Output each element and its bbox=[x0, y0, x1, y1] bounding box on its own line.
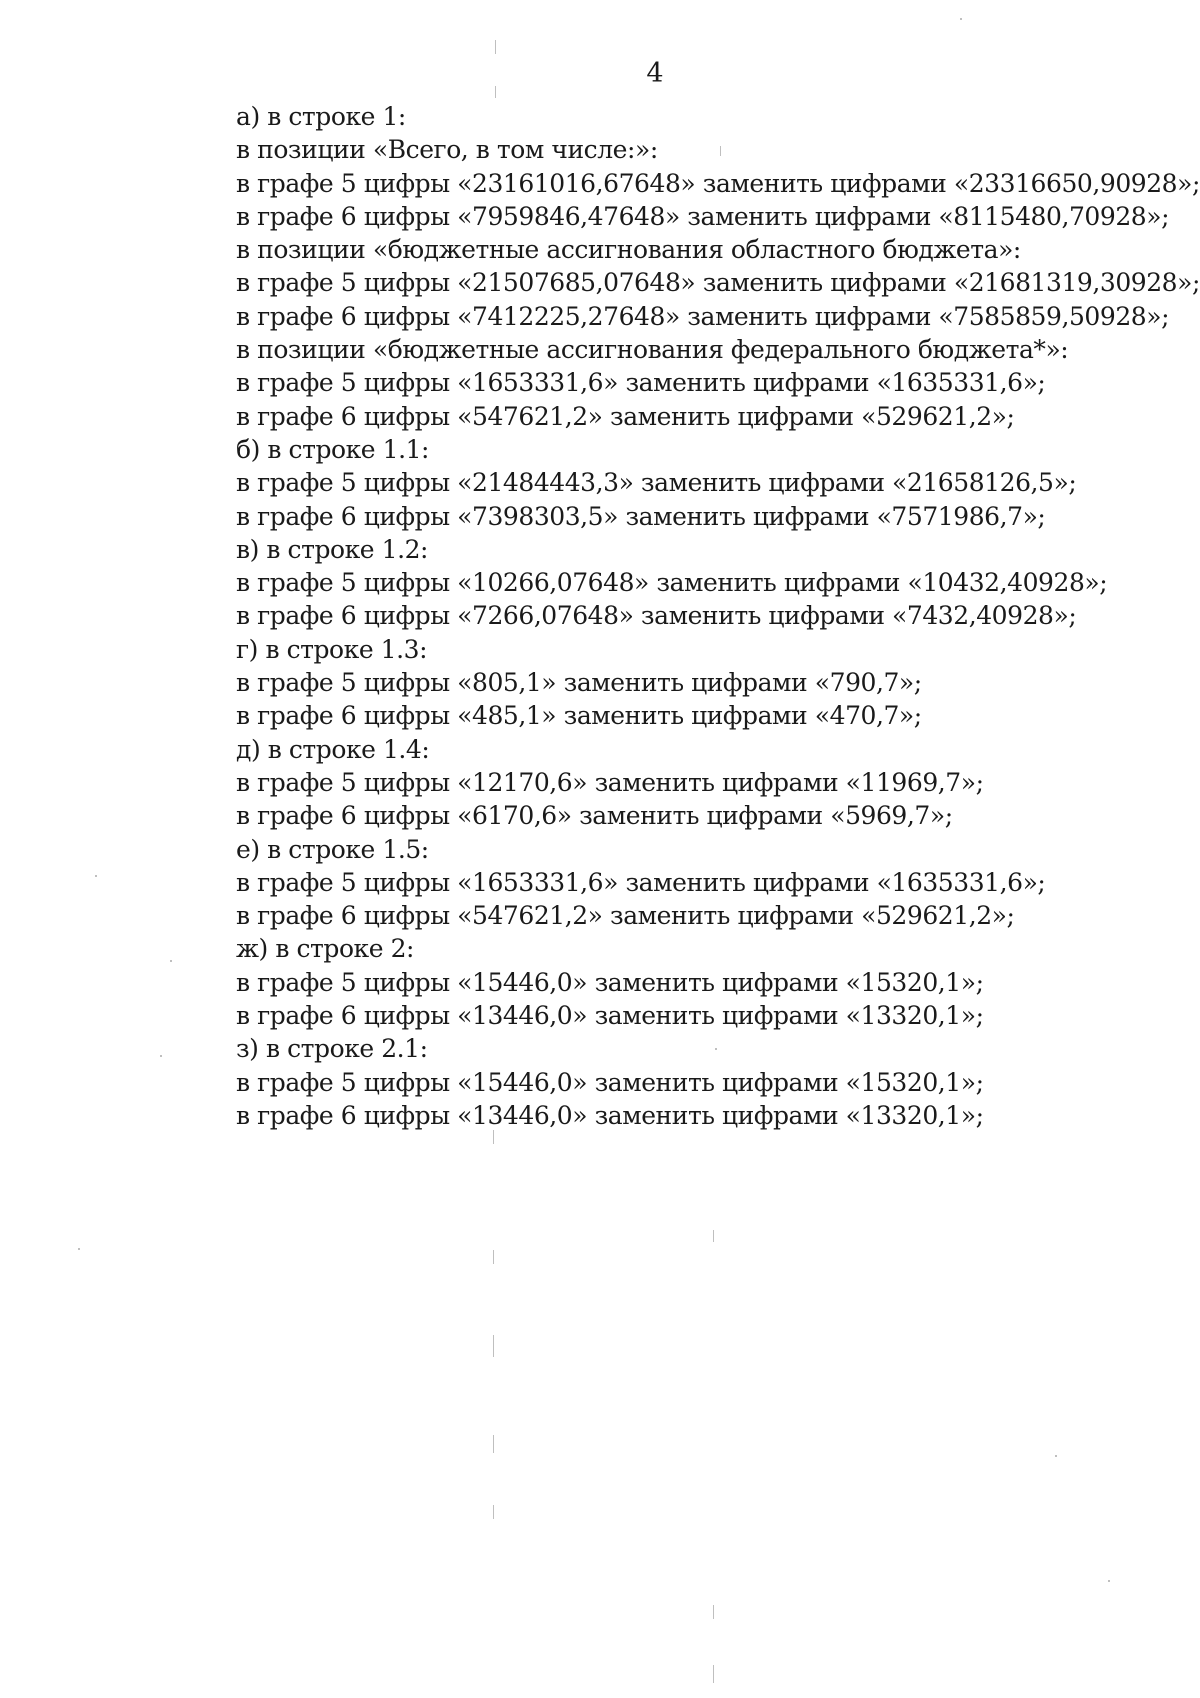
amendment-line: в графе 6 цифры «7959846,47648» заменить цифрами «8115480,70928»; bbox=[236, 201, 1170, 231]
scan-speck bbox=[1108, 1580, 1110, 1582]
scan-speck bbox=[493, 1435, 494, 1453]
amendment-line: в графе 5 цифры «1653331,6» заменить цифрами «1635331,6»; bbox=[236, 368, 1046, 398]
scan-speck bbox=[78, 1248, 80, 1250]
scan-speck bbox=[493, 1130, 494, 1144]
amendment-line: в графе 5 цифры «15446,0» заменить цифрами «15320,1»; bbox=[236, 967, 984, 997]
amendment-line: з) в строке 2.1: bbox=[236, 1034, 428, 1064]
scan-speck bbox=[720, 146, 721, 156]
scan-speck bbox=[713, 1230, 714, 1242]
amendment-line: в позиции «бюджетные ассигнования областного бюджета»: bbox=[236, 235, 1021, 265]
amendment-line: в графе 6 цифры «13446,0» заменить цифрами «13320,1»; bbox=[236, 1001, 984, 1031]
amendment-line: в графе 6 цифры «7266,07648» заменить цифрами «7432,40928»; bbox=[236, 601, 1077, 631]
amendment-line: в графе 6 цифры «485,1» заменить цифрами «470,7»; bbox=[236, 701, 922, 731]
amendment-line: в графе 6 цифры «7412225,27648» заменить цифрами «7585859,50928»; bbox=[236, 301, 1170, 331]
amendment-line: в графе 5 цифры «1653331,6» заменить цифрами «1635331,6»; bbox=[236, 867, 1046, 897]
amendment-line: в графе 5 цифры «10266,07648» заменить цифрами «10432,40928»; bbox=[236, 568, 1108, 598]
amendment-line: в графе 6 цифры «13446,0» заменить цифрами «13320,1»; bbox=[236, 1100, 984, 1130]
scan-speck bbox=[713, 1605, 714, 1619]
scan-speck bbox=[493, 1505, 494, 1519]
amendment-line: в графе 6 цифры «547621,2» заменить цифрами «529621,2»; bbox=[236, 401, 1015, 431]
scan-speck bbox=[713, 1665, 714, 1683]
amendment-line: в графе 5 цифры «12170,6» заменить цифрами «11969,7»; bbox=[236, 767, 984, 797]
amendment-line: е) в строке 1.5: bbox=[236, 834, 429, 864]
amendments-text bbox=[236, 100, 1200, 1132]
amendment-line: ж) в строке 2: bbox=[236, 934, 415, 964]
amendment-line: г) в строке 1.3: bbox=[236, 634, 428, 664]
scan-speck bbox=[495, 40, 496, 54]
amendment-line: в графе 5 цифры «21507685,07648» заменить цифрами «21681319,30928»; bbox=[236, 268, 1200, 298]
amendment-line: б) в строке 1.1: bbox=[236, 434, 430, 464]
scan-speck bbox=[1055, 1455, 1057, 1457]
amendment-line: в графе 5 цифры «23161016,67648» заменить цифрами «23316650,90928»; bbox=[236, 168, 1200, 198]
amendment-line: в) в строке 1.2: bbox=[236, 534, 429, 564]
scan-speck bbox=[960, 18, 962, 20]
scan-speck bbox=[495, 86, 496, 98]
amendment-line: в графе 5 цифры «21484443,3» заменить цифрами «21658126,5»; bbox=[236, 468, 1077, 498]
amendment-line: а) в строке 1: bbox=[236, 102, 406, 131]
scan-speck bbox=[95, 875, 97, 877]
amendment-line: в графе 6 цифры «6170,6» заменить цифрами «5969,7»; bbox=[236, 801, 953, 831]
amendment-line: д) в строке 1.4: bbox=[236, 734, 430, 764]
amendment-line: в позиции «бюджетные ассигнования федерального бюджета*»: bbox=[236, 335, 1069, 365]
scan-speck bbox=[493, 1335, 494, 1357]
page-number: 4 bbox=[646, 58, 664, 89]
scan-speck bbox=[170, 960, 172, 962]
amendment-line: в графе 5 цифры «805,1» заменить цифрами «790,7»; bbox=[236, 668, 922, 698]
amendment-line: в графе 6 цифры «7398303,5» заменить цифрами «7571986,7»; bbox=[236, 501, 1046, 531]
scan-speck bbox=[493, 1250, 494, 1264]
amendment-line: в графе 6 цифры «547621,2» заменить цифрами «529621,2»; bbox=[236, 901, 1015, 931]
scan-speck bbox=[715, 1048, 717, 1050]
scan-speck bbox=[160, 1055, 162, 1057]
amendment-line: в графе 5 цифры «15446,0» заменить цифрами «15320,1»; bbox=[236, 1067, 984, 1097]
amendment-line: в позиции «Всего, в том числе:»: bbox=[236, 135, 658, 165]
